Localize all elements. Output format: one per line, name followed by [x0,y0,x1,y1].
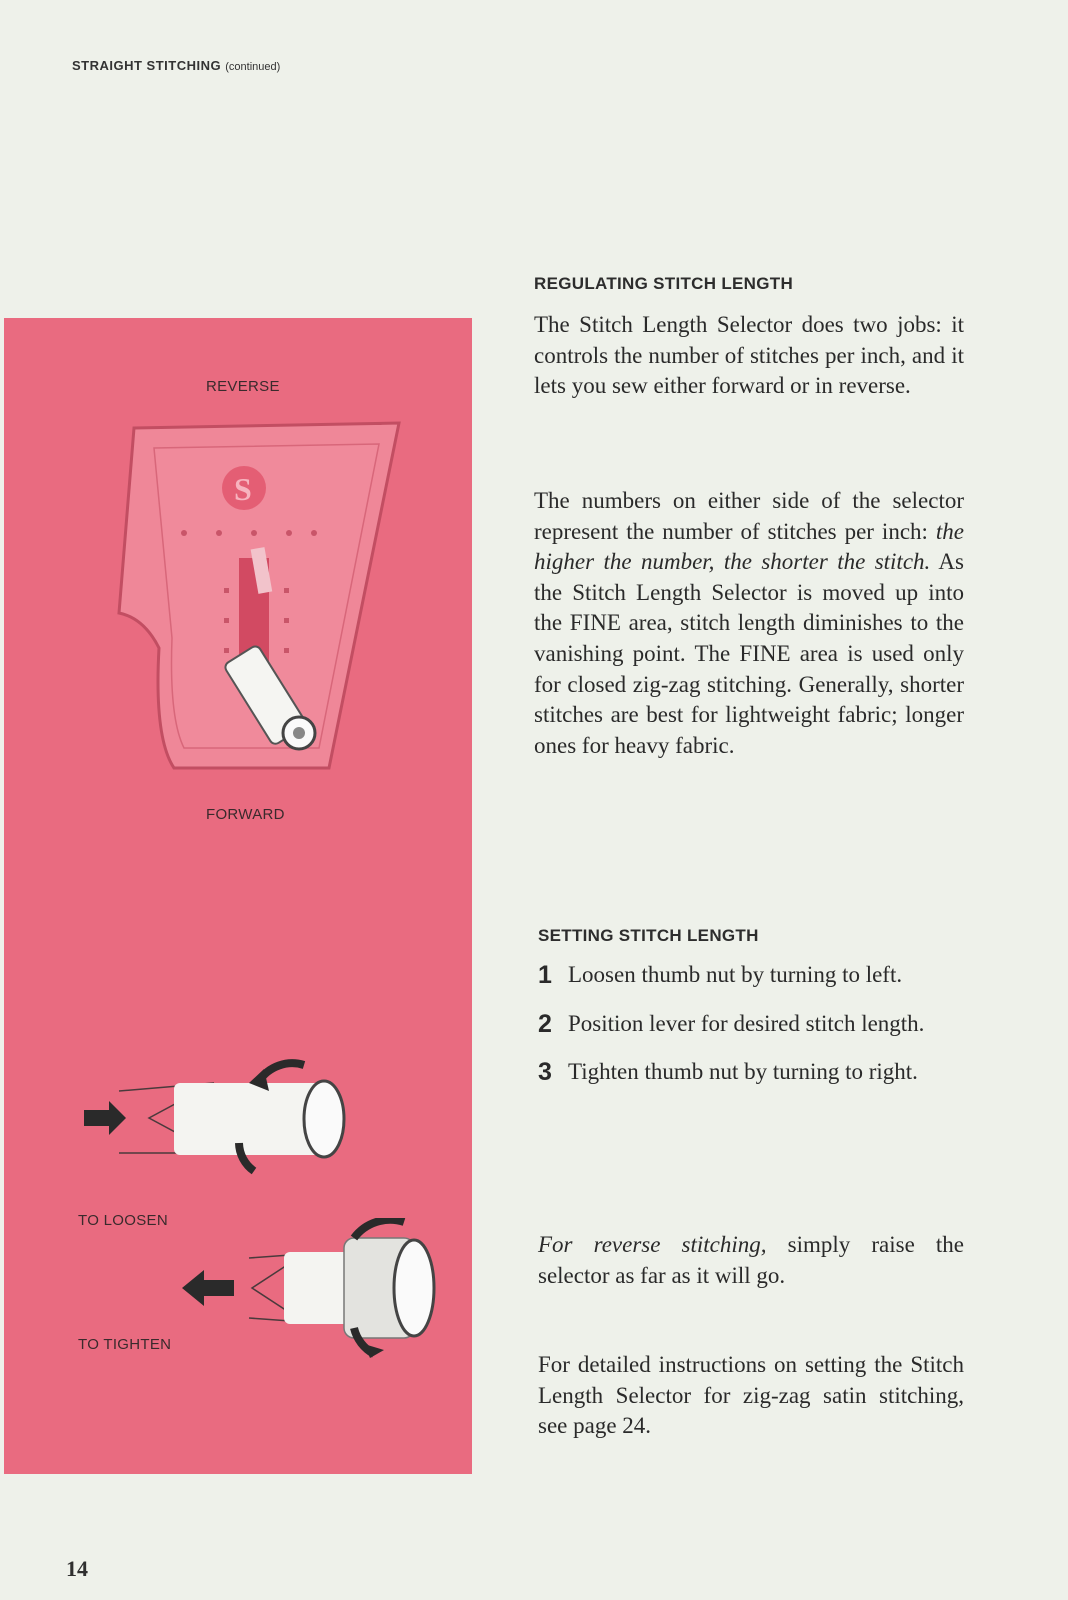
para3-rest: simply raise the selector as far as it will go. [538,1232,964,1288]
tighten-nut-illustration [174,1218,464,1358]
label-to-loosen: TO LOOSEN [78,1212,168,1229]
paragraph-detailed-instructions: For detailed instructions on setting the Stitch Length Selector for zig-zag satin stitching, see page 24. [538,1352,964,1439]
running-head-continued: (continued) [225,61,281,73]
loosen-nut-illustration [64,1053,364,1183]
step-text: Tighten thumb nut by turning to right. [568,1059,918,1085]
para2-end: As the Stitch Length Selector is moved up into the FINE area, stitch length diminishes to the vanishing point. The FINE area is used only for closed zig-zag stitching. Generally, shorter stitches are best for lightweight fabric; longer ones for heavy fabric. [534,549,964,758]
paragraph-selector-jobs: The Stitch Length Selector does two jobs: it controls the number of stitches per inch, and it lets you sew either forward or in reverse. [534,312,964,399]
stitch-selector-illustration [114,418,414,778]
steps-list [538,960,964,1106]
step-text: Loosen thumb nut by turning to left. [568,962,903,987]
para3-italic: For reverse stitching, [538,1232,767,1257]
running-head [72,58,280,73]
page-number: 14 [66,1556,88,1581]
step-item [538,960,964,991]
illustration-panel [4,318,472,1474]
step-number: 1 [538,961,552,989]
heading-setting-stitch-length: SETTING STITCH LENGTH [538,926,759,945]
para2-italic: the higher the number, the shorter the stitch. [534,518,964,575]
step-text: Position lever for desired stitch length. [568,1010,925,1036]
label-to-tighten: TO TIGHTEN [78,1336,172,1353]
paragraph-numbers-meaning [534,486,964,761]
running-head-title: STRAIGHT STITCHING [72,58,222,73]
step-item [538,1009,964,1040]
paragraph-reverse-stitching [538,1230,964,1291]
step-number: 3 [538,1058,552,1087]
brand-letter: S [234,471,252,507]
label-reverse: REVERSE [206,378,280,395]
para2-start: The numbers on either side of the selector represent the number of stitches per inch: [534,488,964,544]
step-item [538,1057,964,1088]
heading-regulating-stitch-length: REGULATING STITCH LENGTH [534,274,794,293]
step-number: 2 [538,1009,552,1038]
label-forward: FORWARD [206,806,285,823]
